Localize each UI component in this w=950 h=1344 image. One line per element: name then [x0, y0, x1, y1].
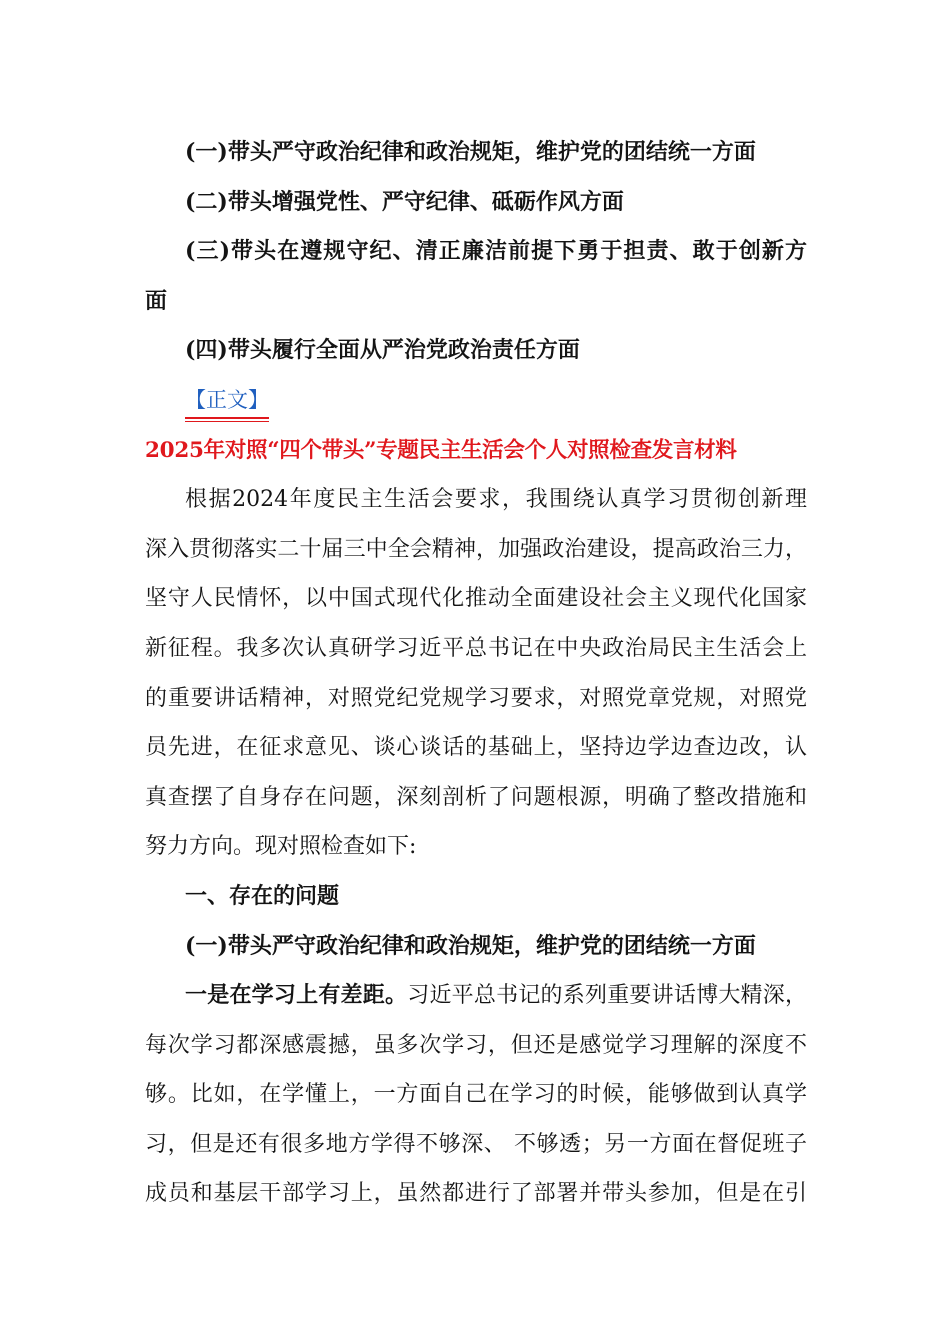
intro-line-3: 坚守人民情怀，以中国式现代化推动全面建设社会主义现代化国家 [145, 586, 807, 612]
main-text-tag [185, 376, 269, 426]
point-one-line-1 [145, 971, 807, 1021]
outline-item-2: (二)带头增强党性、严守纪律、砥砺作风方面 [185, 188, 624, 215]
intro-line-7: 真查摆了自身存在问题，深刻剖析了问题根源，明确了整改措施和 [145, 784, 807, 810]
main-text-tag-label: 【正文】 [185, 387, 269, 412]
subsection-heading: (一)带头严守政治纪律和政治规矩，维护党的团结统一方面 [185, 932, 756, 959]
outline-item-1: (一)带头严守政治纪律和政治规矩，维护党的团结统一方面 [185, 139, 756, 165]
point-one-line-3: 够。比如，在学懂上，一方面自己在学习的时候，能够做到认真学 [145, 1082, 807, 1108]
outline-item-4: (四)带头履行全面从严治党政治责任方面 [185, 337, 580, 364]
main-text-tag-row [145, 376, 807, 426]
intro-line-6: 员先进，在征求意见、谈心谈话的基础上，坚持边学边查边改，认 [145, 735, 807, 761]
intro-line-5: 的重要讲话精神，对照党纪党规学习要求，对照党章党规，对照党 [145, 685, 807, 711]
outline-item-3: (三)带头在遵规守纪、清正廉洁前提下勇于担责、敢于创新方 [185, 238, 807, 265]
intro-line-2: 深入贯彻落实二十届三中全会精神，加强政治建设，提高政治三力， [145, 536, 807, 562]
point-one-line-2: 每次学习都深感震撼，虽多次学习，但还是感觉学习理解的深度不 [145, 1032, 807, 1058]
document-body [145, 128, 807, 1219]
section-heading: 一、存在的问题 [185, 882, 340, 909]
point-one-lead: 一是在学习上有差距。 [185, 982, 408, 1009]
intro-line-4: 新征程。我多次认真研学习近平总书记在中央政治局民主生活会上 [145, 635, 807, 661]
tag-underline [185, 417, 269, 419]
intro-line-1: 根据2024年度民主生活会要求，我围绕认真学习贯彻创新理 [185, 487, 807, 513]
point-one-line-4: 习，但是还有很多地方学得不够深、 不够透；另一方面在督促班子 [145, 1131, 807, 1157]
point-one-first-line-rest: 习近平总书记的系列重要讲话博大精深， [407, 983, 807, 1009]
point-one-line-5: 成员和基层干部学习上，虽然都进行了部署并带头参加，但是在引 [145, 1181, 807, 1207]
intro-line-8: 努力方向。现对照检查如下: [145, 834, 417, 860]
document-title: 2025年对照“四个带头”专题民主生活会个人对照检查发言材料 [145, 437, 737, 463]
outline-item-3-continued: 面 [145, 287, 168, 314]
tag-underline-thin [185, 421, 269, 422]
